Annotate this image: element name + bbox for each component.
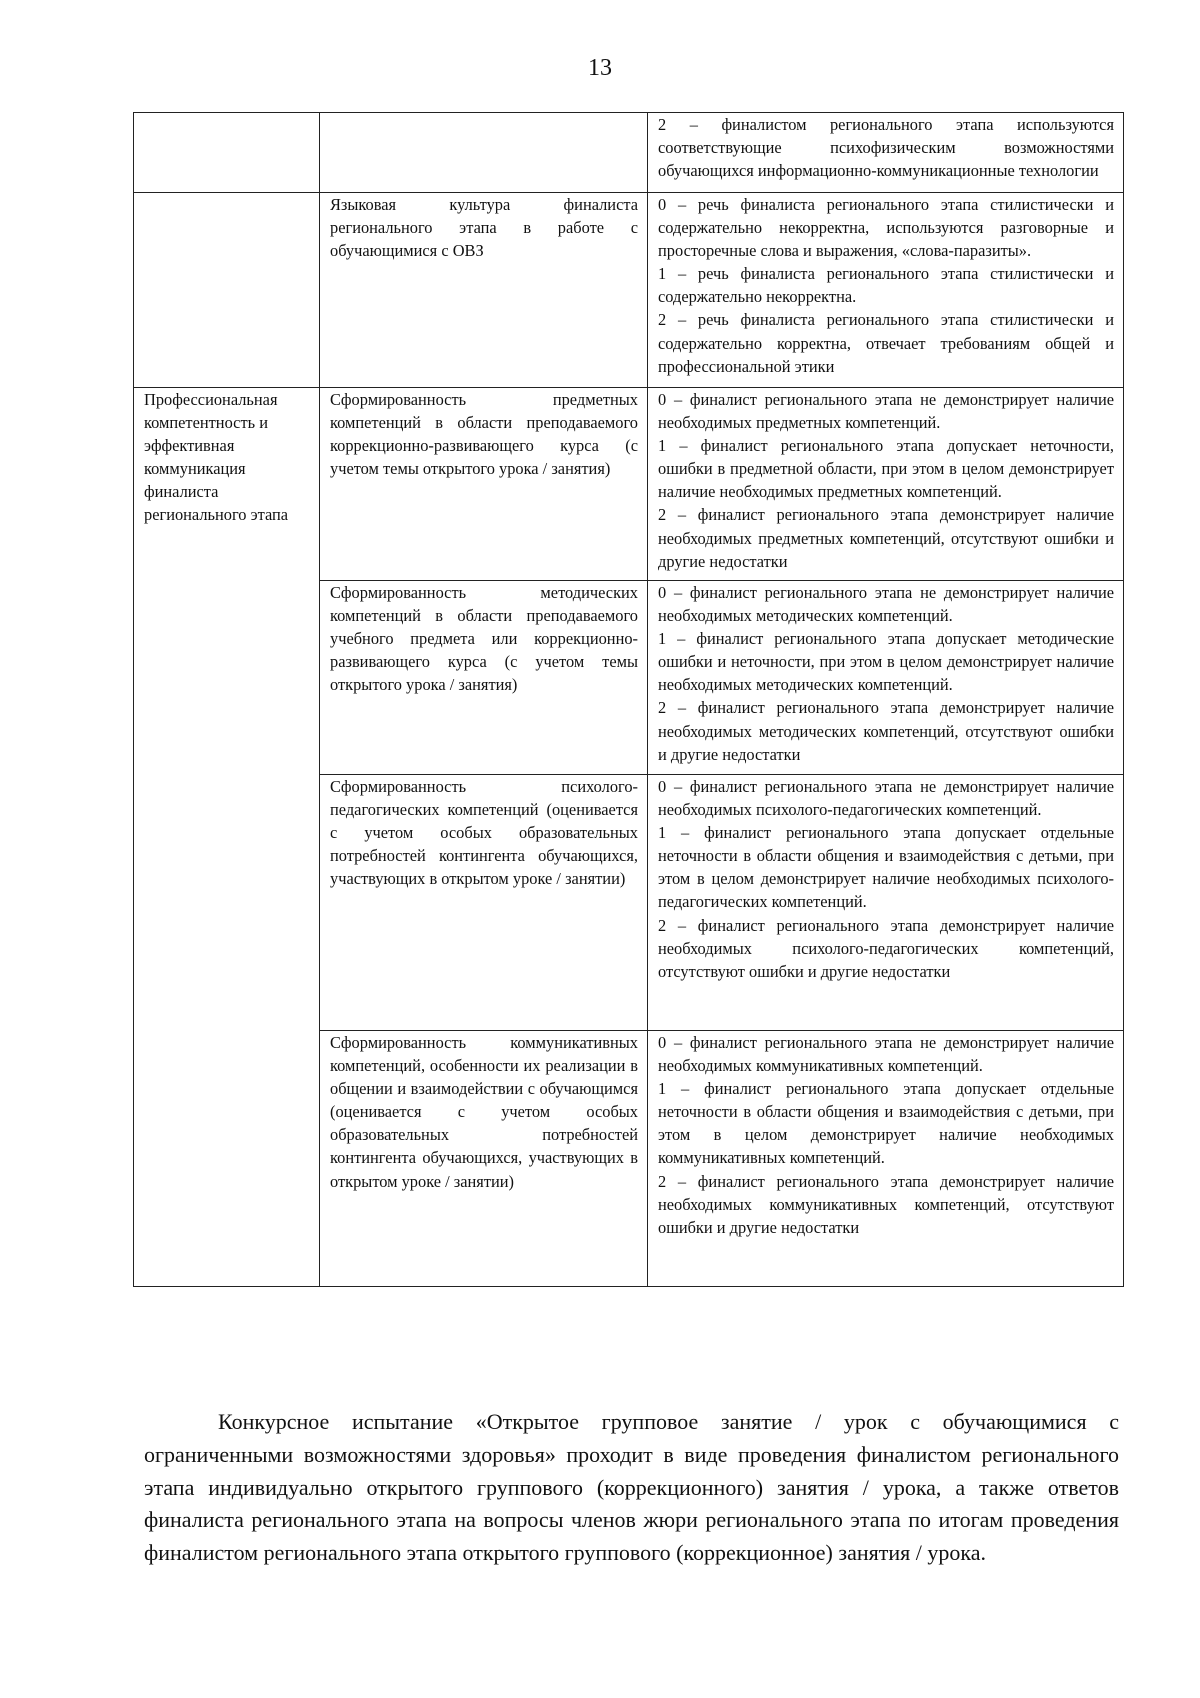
criterion-cell: Языковая культура финалиста регионального этапа в работе с обучающимися с ОВЗ: [320, 193, 648, 388]
scale-item: 2 – финалист регионального этапа демонстрирует наличие необходимых психолого-педагогических компетенций, отсутствуют ошибки и другие недостатки: [658, 915, 1114, 981]
criterion-cell: Сформированность предметных компетенций в области преподаваемого коррекционно-развивающего курса (с учетом темы открытого урока / занятия): [320, 388, 648, 581]
scale-item: 2 – речь финалиста регионального этапа стилистически и содержательно корректна, отвечает требованиям общей и профессиональной этики: [658, 310, 1114, 376]
scale-item: 2 – финалист регионального этапа демонстрирует наличие необходимых методических компетенций, отсутствуют ошибки и другие недостатки: [658, 698, 1114, 764]
criterion-cell: Сформированность коммуникативных компетенций, особенности их реализации в общении и взаимодействии с обучающимся (оценивается с учетом особых образовательных потребностей контингента обучающихся, участвующих в открытом уроке / занятии): [320, 1031, 648, 1287]
scale-item: 1 – финалист регионального этапа допускает отдельные неточности в области общения и взаимодействия с детьми, при этом в целом демонстрирует наличие необходимых коммуникативных компетенций.: [658, 1079, 1114, 1168]
section-cell: [134, 193, 320, 388]
scale-item: 0 – финалист регионального этапа не демонстрирует наличие необходимых методических компетенций.: [658, 583, 1114, 626]
criterion-cell: Сформированность психолого-педагогических компетенций (оценивается с учетом особых образовательных потребностей контингента обучающихся, участвующих в открытом уроке / занятии): [320, 775, 648, 1031]
section-cell: Профессиональная компетентность и эффективная коммуникация финалиста регионального этапа: [134, 388, 320, 1287]
scale-cell: [648, 193, 1124, 388]
table-row: [134, 193, 1124, 388]
body-paragraph: Конкурсное испытание «Открытое групповое занятие / урок с обучающимися с ограниченными возможностями здоровья» проходит в виде проведения финалистом регионального этапа индивидуально открытого группового (коррекционного) занятия / урока, а также ответов финалиста регионального этапа на вопросы членов жюри регионального этапа по итогам проведения финалистом регионального этапа открытого группового (коррекционное) занятия / урока.: [144, 1409, 1119, 1566]
criterion-cell: [320, 113, 648, 193]
scale-item: 0 – финалист регионального этапа не демонстрирует наличие необходимых психолого-педагогических компетенций.: [658, 777, 1114, 820]
scale-cell: [648, 388, 1124, 581]
page-number: 13: [588, 55, 612, 81]
scale-cell: [648, 113, 1124, 193]
scale-cell: [648, 1031, 1124, 1287]
table-row: [134, 113, 1124, 193]
evaluation-criteria-table: [133, 112, 1124, 1287]
scale-item: 1 – финалист регионального этапа допускает методические ошибки и неточности, при этом в целом демонстрирует наличие необходимых методических компетенций.: [658, 629, 1114, 695]
scale-item: 1 – финалист регионального этапа допускает отдельные неточности в области общения и взаимодействия с детьми, при этом в целом демонстрирует наличие необходимых психолого-педагогических компетенций.: [658, 823, 1114, 912]
scale-cell: [648, 581, 1124, 775]
section-cell: [134, 113, 320, 193]
scale-item: 0 – речь финалиста регионального этапа стилистически и содержательно некорректна, используются разговорные и просторечные слова и выражения, «слова-паразиты».: [658, 195, 1114, 261]
scale-item: 1 – финалист регионального этапа допускает неточности, ошибки в предметной области, при этом в целом демонстрирует наличие необходимых предметных компетенций.: [658, 436, 1114, 502]
scale-item: 2 – финалистом регионального этапа используются соответствующие психофизическим возможностями обучающихся информационно-коммуникационные технологии: [658, 115, 1114, 181]
scale-item: 2 – финалист регионального этапа демонстрирует наличие необходимых предметных компетенций, отсутствуют ошибки и другие недостатки: [658, 505, 1114, 571]
table-row: [134, 388, 1124, 581]
scale-item: 1 – речь финалиста регионального этапа стилистически и содержательно некорректна.: [658, 264, 1114, 307]
scale-item: 0 – финалист регионального этапа не демонстрирует наличие необходимых коммуникативных компетенций.: [658, 1033, 1114, 1076]
scale-item: 2 – финалист регионального этапа демонстрирует наличие необходимых коммуникативных компетенций, отсутствуют ошибки и другие недостатки: [658, 1171, 1114, 1237]
criterion-cell: Сформированность методических компетенций в области преподаваемого учебного предмета или коррекционно-развивающего курса (с учетом темы открытого урока / занятия): [320, 581, 648, 775]
scale-cell: [648, 775, 1124, 1031]
scale-item: 0 – финалист регионального этапа не демонстрирует наличие необходимых предметных компетенций.: [658, 390, 1114, 433]
